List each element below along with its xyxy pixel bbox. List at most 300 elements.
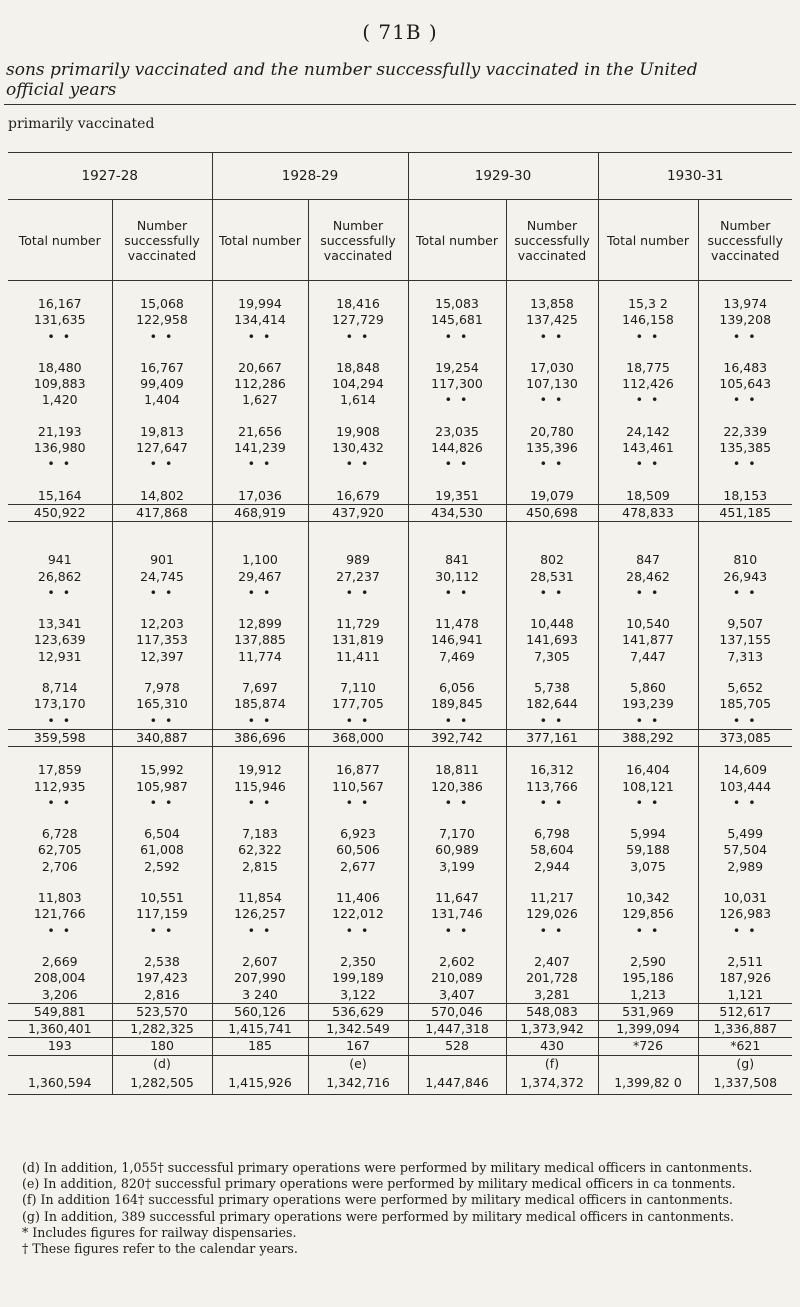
table-cell [8, 811, 112, 826]
table-row [8, 970, 792, 986]
table-cell [408, 522, 506, 538]
table-row [8, 424, 792, 440]
table-cell [408, 281, 506, 297]
table-cell: 129,026 [506, 906, 598, 922]
table-cell [698, 811, 792, 826]
table-row [8, 906, 792, 922]
table-cell: • • [308, 713, 408, 730]
table-cell [212, 939, 308, 954]
table-cell: 11,411 [308, 649, 408, 665]
table-cell: 13,974 [698, 296, 792, 312]
caption-line-1: sons primarily vaccinated and the number successfully vaccinated in the United [6, 60, 698, 80]
table-cell: 2,677 [308, 859, 408, 875]
table-cell: 115,946 [212, 779, 308, 795]
table-cell: 139,208 [698, 312, 792, 328]
spacer-row [8, 601, 792, 616]
table-cell [112, 522, 212, 538]
table-cell: 134,414 [212, 312, 308, 328]
table-cell: 105,987 [112, 779, 212, 795]
table-cell: 373,085 [698, 729, 792, 746]
table-cell: 7,978 [112, 680, 212, 696]
table-cell: 17,859 [37, 762, 82, 778]
table-cell: 11,729 [308, 616, 408, 632]
table-row [8, 987, 792, 1004]
table-row [8, 795, 792, 811]
table-cell: 16,877 [308, 762, 408, 778]
table-row [8, 585, 792, 601]
table-cell: 16,404 [598, 762, 698, 778]
year-header: 1928-29 [212, 153, 408, 200]
table-cell: 29,467 [212, 569, 308, 585]
table-cell [598, 1055, 698, 1072]
table-cell [212, 665, 308, 680]
table-cell: 26,862 [37, 568, 82, 584]
table-cell: (g) [698, 1055, 792, 1072]
table-cell: 182,644 [506, 696, 598, 712]
table-cell [506, 522, 598, 538]
table-cell [308, 345, 408, 360]
table-cell [308, 281, 408, 297]
table-cell [112, 601, 212, 616]
table-cell: 19,079 [506, 488, 598, 505]
table-cell [408, 537, 506, 552]
table-cell: 523,570 [112, 1003, 212, 1020]
table-cell: • • [308, 585, 408, 601]
table-cell [212, 522, 308, 538]
table-cell: 2,607 [212, 954, 308, 970]
table-cell [112, 811, 212, 826]
table-cell: 18,480 [37, 359, 82, 375]
table-cell [112, 281, 212, 297]
table-cell [506, 747, 598, 763]
table-cell [308, 601, 408, 616]
table-cell: 434,530 [408, 504, 506, 521]
table-cell [506, 345, 598, 360]
table-cell: 141,877 [598, 632, 698, 648]
table-cell: 112,286 [212, 376, 308, 392]
footnote: (g) In addition, 389 successful primary operations were performed by military medical officers in cantonments. [22, 1208, 735, 1224]
table-cell: 5,860 [598, 680, 698, 696]
table-cell [408, 875, 506, 890]
table-cell: 201,728 [506, 970, 598, 986]
table-cell: 120,386 [408, 779, 506, 795]
table-cell [212, 811, 308, 826]
table-cell [598, 747, 698, 763]
table-cell: 112,935 [33, 778, 86, 794]
table-cell: 18,775 [598, 360, 698, 376]
table-cell: • • [698, 713, 792, 730]
table-cell: 127,729 [308, 312, 408, 328]
table-cell: 1,121 [698, 987, 792, 1004]
table-cell [698, 281, 792, 297]
page-number: ( 71B ) [362, 20, 438, 44]
table-cell: 23,035 [408, 424, 506, 440]
table-row [8, 296, 792, 312]
table-cell: 208,004 [33, 970, 86, 986]
table-cell [598, 281, 698, 297]
table-cell: • • [112, 713, 212, 730]
table-cell [598, 811, 698, 826]
table-cell [408, 747, 506, 763]
year-header-row [8, 153, 792, 200]
table-cell: 1,360,401 [8, 1021, 112, 1038]
footnote: * Includes figures for railway dispensaries. [22, 1224, 297, 1240]
table-cell: 137,425 [506, 312, 598, 328]
table-cell: 131,746 [408, 906, 506, 922]
table-cell: 9,507 [698, 616, 792, 632]
table-cell: 8,714 [41, 680, 78, 696]
table-cell: 1,360,594 [8, 1072, 112, 1095]
table-cell: 2,706 [41, 858, 78, 874]
table-cell: 135,396 [506, 440, 598, 456]
table-row [8, 376, 792, 392]
table-cell: • • [308, 795, 408, 811]
table-cell: 1,420 [41, 392, 78, 408]
table-cell [308, 939, 408, 954]
table-cell: 122,958 [112, 312, 212, 328]
table-row [8, 859, 792, 875]
table-cell: 14,609 [698, 762, 792, 778]
table-cell: • • [212, 585, 308, 601]
table-cell: 13,858 [506, 296, 598, 312]
table-cell: 13,341 [37, 616, 82, 632]
table-cell [212, 875, 308, 890]
table-cell: 1,447,846 [408, 1072, 506, 1095]
table-cell: 7,170 [408, 826, 506, 842]
table-cell [212, 747, 308, 763]
table-cell: 5,499 [698, 826, 792, 842]
table-cell: • • [47, 794, 73, 810]
total2-row [8, 1038, 792, 1055]
table-cell: 1,373,942 [506, 1021, 598, 1038]
table-cell [212, 601, 308, 616]
table-cell [8, 281, 112, 297]
table-cell: 549,881 [8, 1003, 112, 1020]
table-cell: 989 [308, 552, 408, 568]
year-header: 1930-31 [598, 153, 792, 200]
table-cell: • • [212, 456, 308, 472]
table-cell: 130,432 [308, 440, 408, 456]
table-cell: 10,551 [112, 890, 212, 906]
table-cell: 60,506 [308, 842, 408, 858]
table-cell: 478,833 [598, 504, 698, 521]
spacer-row [8, 939, 792, 954]
table-cell [112, 747, 212, 763]
table-row [8, 923, 792, 939]
table-cell: 19,813 [112, 424, 212, 440]
table-cell [212, 473, 308, 488]
table-cell: 16,483 [698, 360, 792, 376]
table-cell [308, 747, 408, 763]
footnotes [8, 1160, 794, 1257]
table-cell: • • [506, 585, 598, 601]
table-cell: • • [47, 712, 73, 728]
table-cell: • • [112, 329, 212, 345]
table-cell: 57,504 [698, 842, 792, 858]
table-cell: 103,444 [698, 779, 792, 795]
table-cell [308, 811, 408, 826]
table-cell: • • [47, 922, 73, 938]
table-row [8, 890, 792, 906]
spacer-row [8, 409, 792, 424]
table-row [8, 713, 792, 730]
table-cell: 117,159 [112, 906, 212, 922]
table-cell: • • [506, 923, 598, 939]
table-cell: • • [598, 585, 698, 601]
table-cell: 19,254 [408, 360, 506, 376]
table-cell: 2,350 [308, 954, 408, 970]
vaccination-table [8, 152, 792, 1095]
table-cell: 59,188 [598, 842, 698, 858]
table-cell [308, 875, 408, 890]
table-cell: 3,407 [408, 987, 506, 1004]
table-cell [308, 409, 408, 424]
table-cell: 340,887 [112, 729, 212, 746]
table-cell: 207,990 [212, 970, 308, 986]
table-cell: • • [112, 923, 212, 939]
table-cell: 16,679 [308, 488, 408, 505]
table-cell: 12,931 [37, 648, 82, 664]
table-cell: 180 [112, 1038, 212, 1055]
table-cell: 468,919 [212, 504, 308, 521]
table-cell: 6,798 [506, 826, 598, 842]
table-cell: • • [408, 392, 506, 408]
table-cell: 177,705 [308, 696, 408, 712]
table-cell [112, 409, 212, 424]
table-cell: 26,943 [698, 569, 792, 585]
table-cell [212, 537, 308, 552]
table-cell [506, 811, 598, 826]
table-cell: 430 [506, 1038, 598, 1055]
table-cell: 3 240 [212, 987, 308, 1004]
table-cell [598, 409, 698, 424]
table-cell: 17,036 [212, 488, 308, 505]
table-cell [408, 345, 506, 360]
table-row [8, 552, 792, 568]
table-cell: 127,647 [112, 440, 212, 456]
table-cell: 10,031 [698, 890, 792, 906]
table-cell: • • [408, 713, 506, 730]
table-cell [8, 522, 112, 538]
table-cell: 1,415,741 [212, 1021, 308, 1038]
table-cell: • • [112, 585, 212, 601]
note-row [8, 1055, 792, 1072]
table-cell: 146,158 [598, 312, 698, 328]
table-cell [698, 473, 792, 488]
table-cell: 1,447,318 [408, 1021, 506, 1038]
table-cell: 137,885 [212, 632, 308, 648]
table-cell: 117,353 [112, 632, 212, 648]
table-cell: 15,164 [37, 487, 82, 503]
table-row [8, 312, 792, 328]
table-cell: • • [408, 795, 506, 811]
table-cell [598, 537, 698, 552]
table-cell: 15,3 2 [598, 296, 698, 312]
table-cell: 19,912 [212, 762, 308, 778]
table-cell: 15,083 [408, 296, 506, 312]
table-cell: 2,538 [112, 954, 212, 970]
table-cell: • • [506, 329, 598, 345]
table-cell: 28,462 [598, 569, 698, 585]
table-cell: • • [506, 795, 598, 811]
table-cell: 1,614 [308, 392, 408, 408]
table-cell: 2,815 [212, 859, 308, 875]
table-row [8, 842, 792, 858]
table-cell [506, 281, 598, 297]
footnote: (d) In addition, 1,055† successful primary operations were performed by military medical officers in cantonments. [22, 1160, 753, 1175]
table-cell: • • [698, 392, 792, 408]
table-cell [408, 1055, 506, 1072]
footnote: (f) In addition 164† successful primary operations were performed by military medical officers in cantonments. [22, 1192, 733, 1208]
table-cell [598, 522, 698, 538]
table-cell: • • [112, 456, 212, 472]
table-row [8, 456, 792, 472]
table-cell: 18,848 [308, 360, 408, 376]
sum-row [8, 729, 792, 746]
table-cell: 187,926 [698, 970, 792, 986]
table-cell [308, 522, 408, 538]
table-cell: 1,404 [112, 392, 212, 408]
table-cell: • • [506, 392, 598, 408]
table-cell: 199,189 [308, 970, 408, 986]
table-row [8, 954, 792, 970]
table-cell: 15,992 [112, 762, 212, 778]
table-cell: 16,767 [112, 360, 212, 376]
successful-header: Number successfully vaccinated [112, 200, 212, 281]
table-cell: 129,856 [598, 906, 698, 922]
table-cell: 60,989 [408, 842, 506, 858]
table-cell [598, 601, 698, 616]
table-cell: 112,426 [598, 376, 698, 392]
table-cell [698, 747, 792, 763]
sum-row [8, 1003, 792, 1020]
table-cell: 165,310 [112, 696, 212, 712]
table-cell: • • [308, 329, 408, 345]
table-cell: • • [598, 795, 698, 811]
table-cell: 417,868 [112, 504, 212, 521]
table-cell: 131,819 [308, 632, 408, 648]
table-cell: 941 [47, 552, 72, 568]
table-cell: 30,112 [408, 569, 506, 585]
table-cell: 5,652 [698, 680, 792, 696]
table-cell [598, 875, 698, 890]
table-cell: 122,012 [308, 906, 408, 922]
table-cell: 386,696 [212, 729, 308, 746]
table-cell [212, 1055, 308, 1072]
table-cell [212, 345, 308, 360]
table-cell [112, 345, 212, 360]
table-cell: *726 [598, 1038, 698, 1055]
table-cell: • • [698, 456, 792, 472]
total-number-header: Total number [408, 200, 506, 281]
spacer-row [8, 281, 792, 297]
table-cell: 10,448 [506, 616, 598, 632]
year-header: 1927-28 [8, 153, 212, 200]
table-cell [8, 345, 112, 360]
table-row [8, 329, 792, 345]
table-cell: 392,742 [408, 729, 506, 746]
table-cell [8, 409, 112, 424]
successful-header: Number successfully vaccinated [506, 200, 598, 281]
total-number-header: Total number [8, 200, 112, 281]
table-cell: *621 [698, 1038, 792, 1055]
table-cell: 2,816 [112, 987, 212, 1004]
table-cell: 15,068 [112, 296, 212, 312]
table-cell: 5,738 [506, 680, 598, 696]
table-cell [212, 409, 308, 424]
table-cell: 450,698 [506, 504, 598, 521]
table-cell: 1,342.549 [308, 1021, 408, 1038]
table-cell: (d) [112, 1055, 212, 1072]
table-cell [112, 473, 212, 488]
table-cell: 810 [698, 552, 792, 568]
table-cell: • • [598, 456, 698, 472]
table-cell: 3,075 [598, 859, 698, 875]
table-cell: 1,374,372 [506, 1072, 598, 1095]
table-cell: • • [47, 328, 73, 344]
table-cell: 451,185 [698, 504, 792, 521]
table-cell: 135,385 [698, 440, 792, 456]
table-row [8, 360, 792, 376]
table-cell: 19,908 [308, 424, 408, 440]
table-cell: 3,199 [408, 859, 506, 875]
table-cell [698, 875, 792, 890]
table-cell: 126,257 [212, 906, 308, 922]
table-cell: 24,142 [598, 424, 698, 440]
table-cell [8, 875, 112, 890]
table-cell: 3,122 [308, 987, 408, 1004]
table-cell: 108,121 [598, 779, 698, 795]
table-cell: 12,899 [212, 616, 308, 632]
table-cell [506, 473, 598, 488]
table-cell: 123,639 [33, 632, 86, 648]
table-cell: 137,155 [698, 632, 792, 648]
table-cell: 512,617 [698, 1003, 792, 1020]
table-cell: 27,237 [308, 569, 408, 585]
table-cell: 21,656 [212, 424, 308, 440]
table-cell [698, 345, 792, 360]
table-cell: 536,629 [308, 1003, 408, 1020]
table-cell: 10,540 [598, 616, 698, 632]
table-cell: 62,705 [37, 842, 82, 858]
successful-header: Number successfully vaccinated [698, 200, 792, 281]
table-cell: 14,802 [112, 488, 212, 505]
table-cell [112, 537, 212, 552]
table-cell: • • [698, 329, 792, 345]
table-row [8, 696, 792, 712]
table-cell: • • [408, 585, 506, 601]
table-cell [506, 939, 598, 954]
table-cell: • • [308, 923, 408, 939]
table-cell: • • [698, 795, 792, 811]
table-cell: 3,281 [506, 987, 598, 1004]
table-cell: 3,206 [41, 986, 78, 1002]
table-sublabel: primarily vaccinated [8, 116, 155, 132]
table-cell: 136,980 [33, 440, 86, 456]
table-cell: • • [212, 713, 308, 730]
table-cell: 11,478 [408, 616, 506, 632]
table-cell [598, 473, 698, 488]
table-cell: 126,983 [698, 906, 792, 922]
table-row [8, 762, 792, 778]
table-cell: • • [598, 329, 698, 345]
table-cell [408, 811, 506, 826]
sum-row [8, 504, 792, 521]
table-cell: 193,239 [598, 696, 698, 712]
table-cell: 11,217 [506, 890, 598, 906]
table-cell [506, 537, 598, 552]
table-cell: (e) [308, 1055, 408, 1072]
